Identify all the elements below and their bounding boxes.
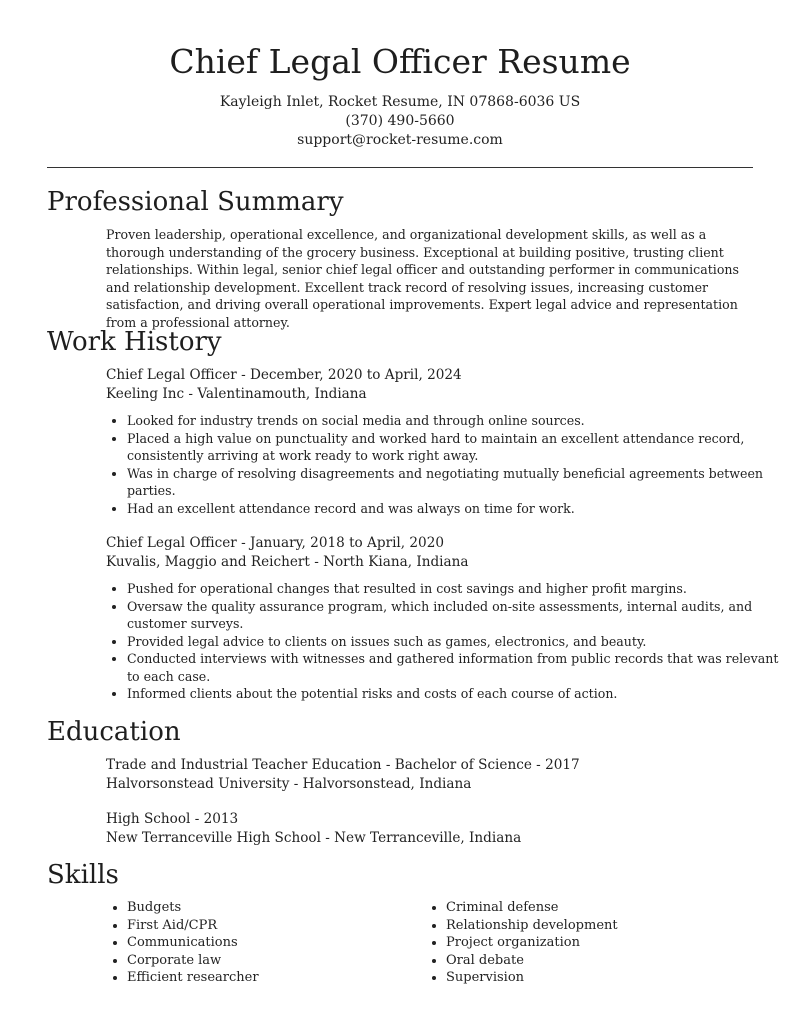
contact-phone: (370) 490-5660 — [345, 113, 455, 129]
job-company-line: Kuvalis, Maggio and Reichert - North Kiana, Indiana — [106, 554, 469, 570]
job-title-line: Chief Legal Officer - January, 2018 to April, 2020 — [106, 535, 445, 551]
skills-list-right — [425, 899, 766, 987]
job-bullet-list — [106, 412, 782, 517]
job-bullet: • Provided legal advice to clients on issues such as games, electronics, and beauty. — [127, 633, 782, 651]
skill-item: • First Aid/CPR — [127, 917, 427, 935]
job-bullet: • Pushed for operational changes that resulted in cost savings and higher profit margins. — [127, 580, 782, 598]
job-bullet: • Placed a high value on punctuality and worked hard to maintain an excellent attendance record, consistently arriving at work ready to work right away. — [127, 430, 782, 465]
skill-item: • Criminal defense — [446, 899, 766, 917]
section-heading-skills: Skills — [47, 860, 119, 890]
skill-item: • Oral debate — [446, 952, 766, 970]
skill-item: • Corporate law — [127, 952, 427, 970]
skill-item: • Budgets — [127, 899, 427, 917]
contact-email: support@rocket-resume.com — [297, 132, 503, 148]
resume-title: Chief Legal Officer Resume — [169, 42, 631, 81]
skill-item: • Relationship development — [446, 917, 766, 935]
skills-list-left — [106, 899, 427, 987]
skill-item: • Efficient researcher — [127, 969, 427, 987]
job-company-line: Keeling Inc - Valentinamouth, Indiana — [106, 386, 367, 402]
summary-text: Proven leadership, operational excellence, and organizational development skills, as well as a thorough understanding of the grocery business. Exceptional at building positive, trusting client relationships. Within legal, senior chief legal officer and outstanding performer in communications and relationship development. Excellent track record of resolving issues, increasing customer satisfaction, and driving overall operational improvements. Expert legal advice and representation from a professional attorney. — [106, 227, 739, 330]
contact-address: Kayleigh Inlet, Rocket Resume, IN 07868-6036 US — [219, 94, 581, 110]
job-bullet: • Conducted interviews with witnesses and gathered information from public records that was relevant to each case. — [127, 650, 782, 685]
job-bullet-list — [106, 580, 782, 703]
section-heading-education: Education — [47, 717, 181, 747]
education-degree-line: Trade and Industrial Teacher Education - Bachelor of Science - 2017 — [106, 757, 580, 773]
section-heading-work-history: Work History — [47, 327, 222, 357]
education-school-line: Halvorsonstead University - Halvorsonstead, Indiana — [106, 776, 472, 792]
skill-item: • Communications — [127, 934, 427, 952]
header-divider — [47, 167, 753, 168]
section-heading-summary: Professional Summary — [47, 187, 344, 217]
job-bullet: • Looked for industry trends on social media and through online sources. — [127, 412, 782, 430]
job-bullet: • Oversaw the quality assurance program, which included on-site assessments, internal audits, and customer surveys. — [127, 598, 782, 633]
job-bullet: • Was in charge of resolving disagreements and negotiating mutually beneficial agreements between parties. — [127, 465, 782, 500]
job-title-line: Chief Legal Officer - December, 2020 to April, 2024 — [106, 367, 462, 383]
education-school-line: New Terranceville High School - New Terranceville, Indiana — [106, 830, 522, 846]
job-bullet: • Informed clients about the potential risks and costs of each course of action. — [127, 685, 782, 703]
education-degree-line: High School - 2013 — [106, 811, 239, 827]
job-bullet: • Had an excellent attendance record and was always on time for work. — [127, 500, 782, 518]
skill-item: • Supervision — [446, 969, 766, 987]
skill-item: • Project organization — [446, 934, 766, 952]
